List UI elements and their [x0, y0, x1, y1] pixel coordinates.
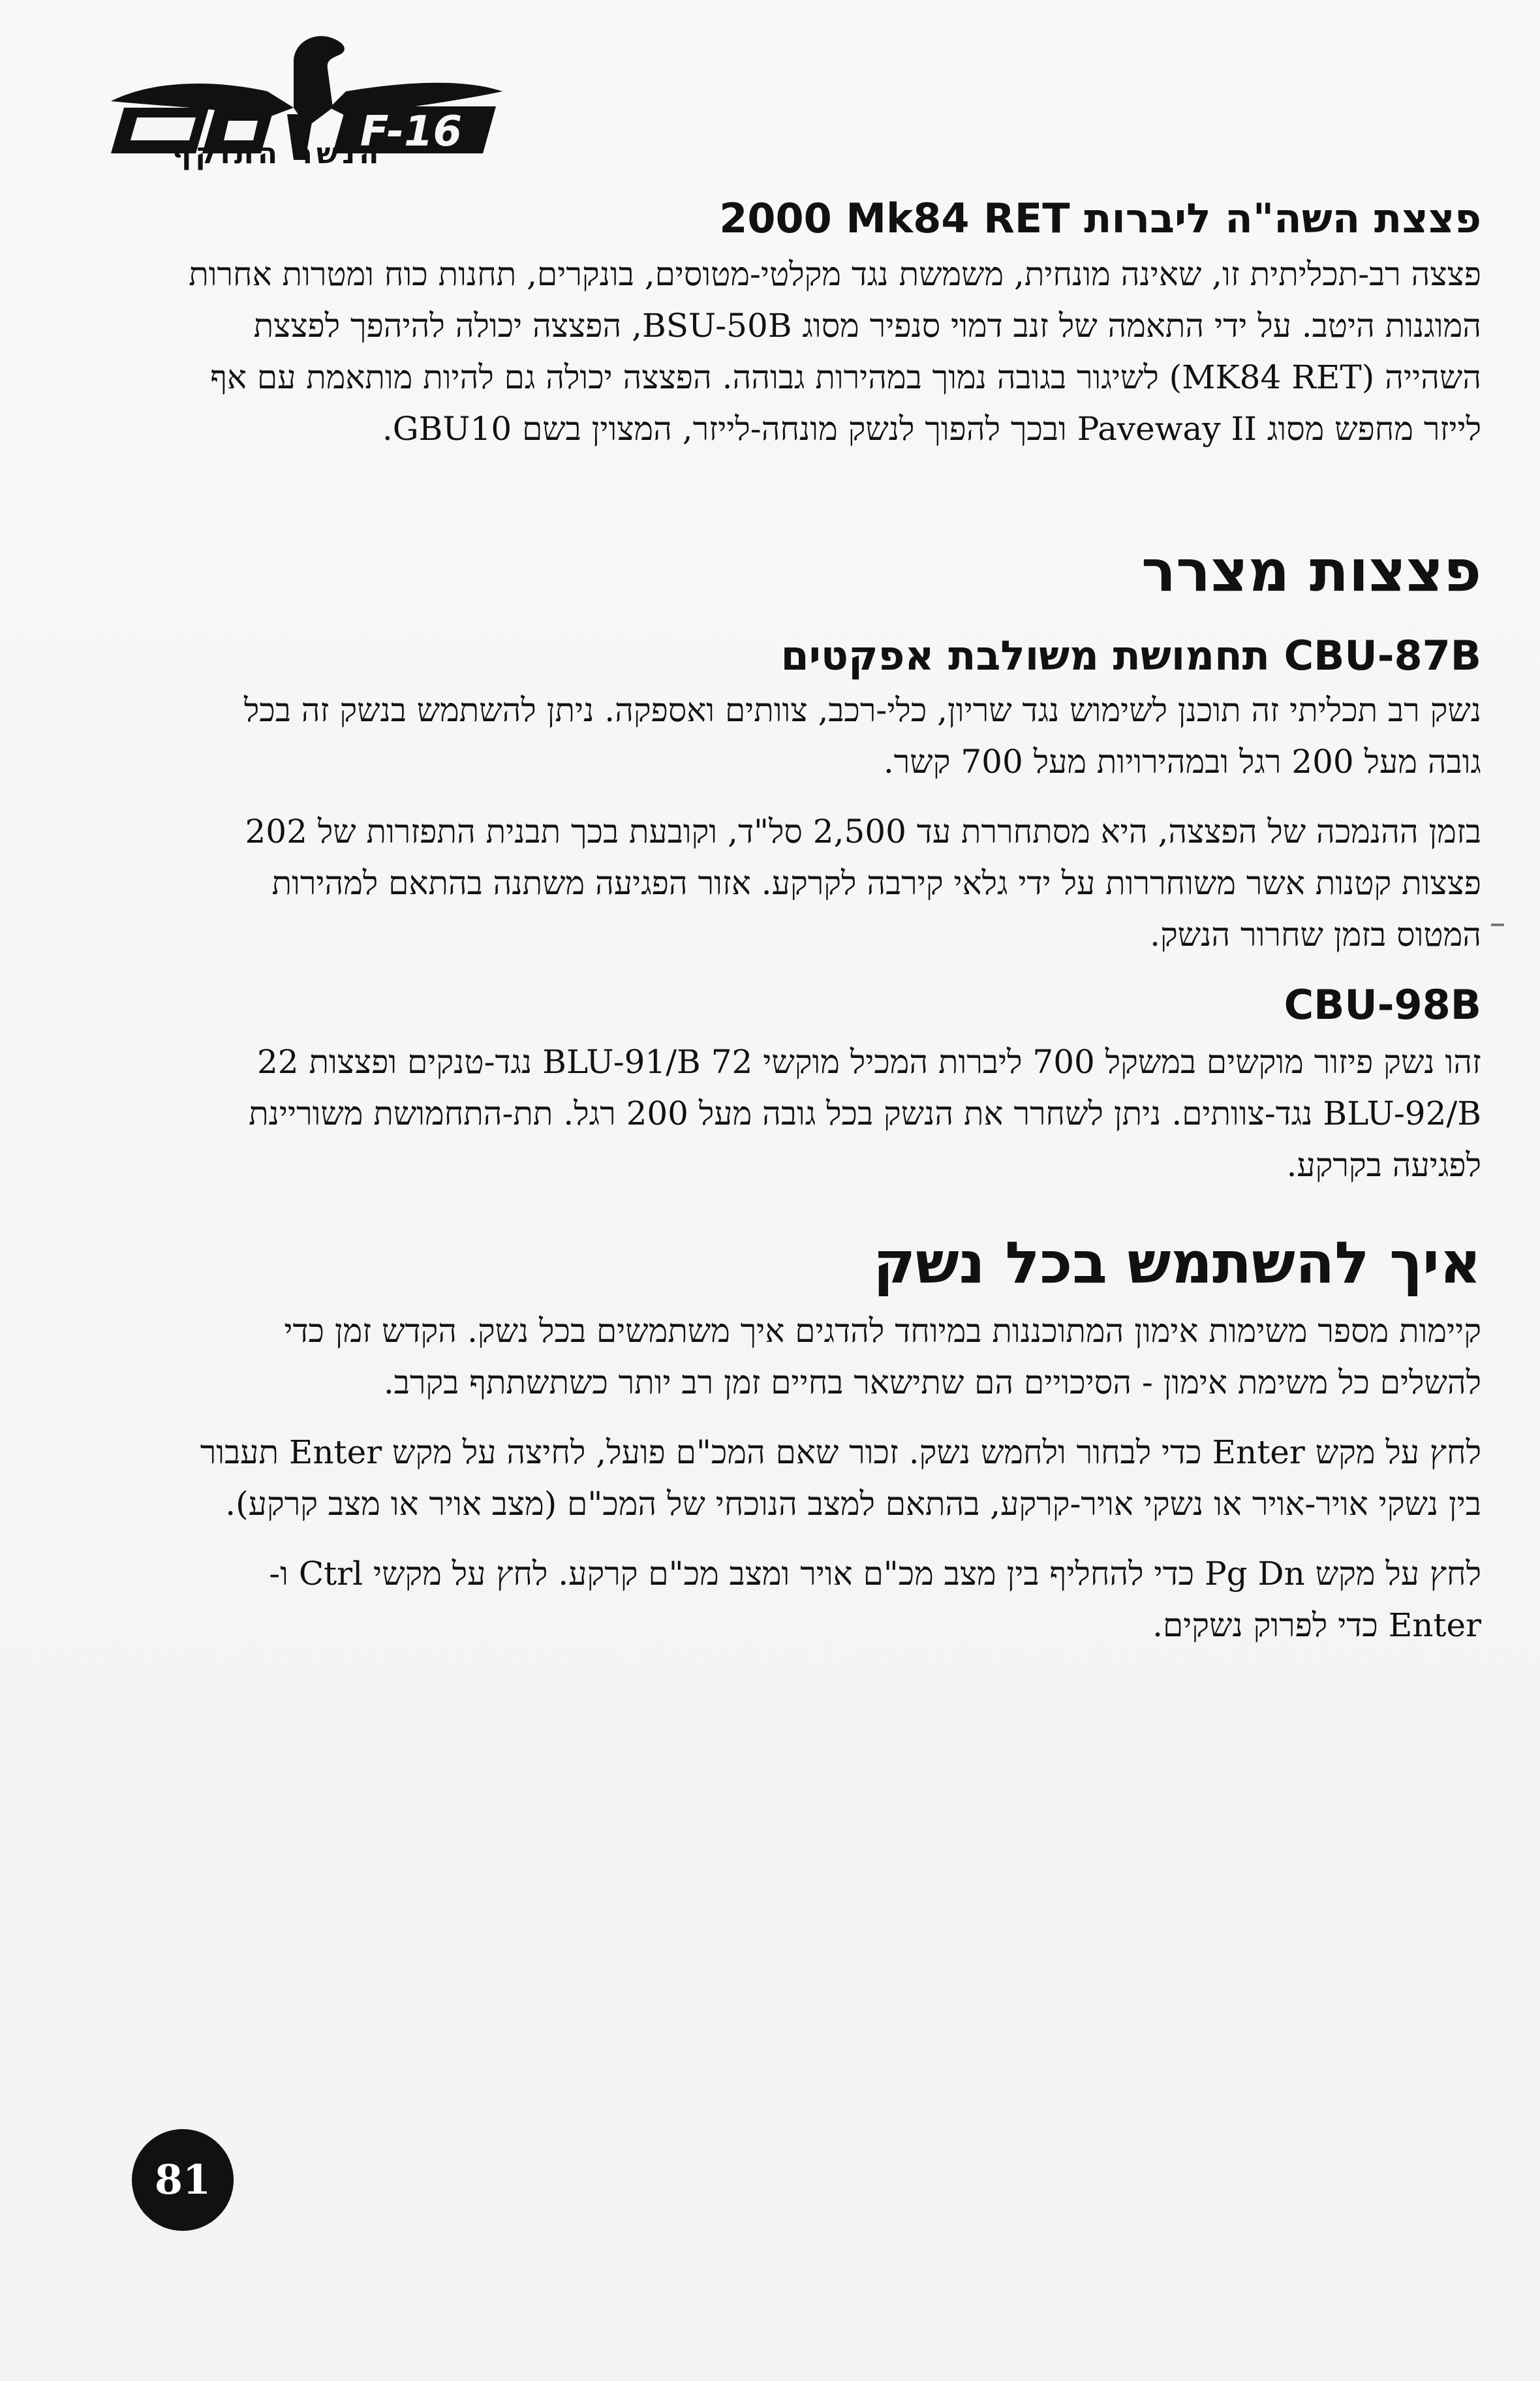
section-cluster	[183, 535, 1481, 607]
section-cbu87b	[183, 630, 1481, 961]
cbu87b-paragraph-2: בזמן ההנמכה של הפצצה, היא מסתחררת עד 2,500 סל"ד, וקובעת בכך תבנית התפזרות של 202 פצצות קטנות אשר משוחררות על ידי גלאי קירבה לקרקע. אזור הפגיעה משתנה בהתאם למהירות המטוס בזמן שחרור הנשק.	[245, 813, 1481, 954]
usage-heading: איך להשתמש בכל נשק	[873, 1229, 1481, 1296]
usage-paragraph-1: קיימות מספר משימות אימון המתוכננות במיוחד להדגים איך משתמשים בכל נשק. הקדש זמן כדי להשלים כל משימת אימון - הסיכויים הם שתישאר בחיים זמן רב יותר כשתשתתף בקרב.	[284, 1312, 1481, 1401]
page-number-badge: 81	[132, 2129, 234, 2231]
logo-subtitle: הנשר התוקף	[172, 137, 383, 170]
section-mk84	[183, 193, 1481, 455]
margin-mark	[1491, 924, 1504, 926]
cbu87b-heading-latin: CBU-87B	[1284, 632, 1481, 679]
cbu98b-paragraph: זהו נשק פיזור מוקשים במשקל 700 ליברות המכיל מוקשי 72 BLU-91/B נגד-טנקים ופצצות 22 BLU-92/B נגד-צוותים. ניתן לשחרר את הנשק בכל גובה מעל 200 רגל. תת-התחמושת משוריינת לפגיעה בקרקע.	[249, 1043, 1481, 1184]
cbu87b-heading-he: תחמושת משולבת אפקטים	[780, 632, 1270, 679]
cluster-heading: פצצות מצרר	[1141, 537, 1481, 604]
mk84-heading-he: פצצת השה"ה ליברות	[1084, 195, 1481, 242]
usage-paragraph-3: לחץ על מקש Pg Dn כדי להחליף בין מצב מכ"ם אויר ומצב מכ"ם קרקע. לחץ על מקשי Ctrl ו-Enter כדי לפרוק נשקים.	[269, 1555, 1481, 1644]
mk84-heading-latin: 2000 Mk84 RET	[719, 195, 1070, 242]
cbu87b-heading	[183, 630, 1481, 682]
cbu98b-heading-latin: CBU-98B	[1284, 981, 1481, 1029]
logo-brand: F-16	[360, 108, 463, 156]
section-cbu98b	[183, 979, 1481, 1191]
section-usage	[183, 1227, 1481, 1651]
mk84-paragraph: פצצה רב-תכליתית זו, שאינה מונחית, משמשת נגד מקלטי-מטוסים, בונקרים, תחנות כוח ומטרות אחרות המוגנות היטב. על ידי התאמה של זנב דמוי סנפיר מסוג BSU-50B, הפצצה יכולה להיהפך לפצצת השהייה (MK84 RET) לשיגור בגובה נמוך במהירות גבוהה. הפצצה יכולה גם להיות מותאמת עם אף לייזר מחפש מסוג Paveway II ובכך להפוך לנשק מונחה-לייזר, המצוין בשם GBU10.	[189, 255, 1481, 448]
cbu98b-heading	[183, 979, 1481, 1031]
cbu87b-paragraph-1: נשק רב תכליתי זה תוכנן לשימוש נגד שריון, כלי-רכב, צוותים ואספקה. ניתן להשתמש בנשק זה בכל גובה מעל 200 רגל ובמהירויות מעל 700 קשר.	[243, 691, 1481, 781]
usage-paragraph-2: לחץ על מקש Enter כדי לבחור ולחמש נשק. זכור שאם המכ"ם פועל, לחיצה על מקש Enter תעבור בין נשקי אויר-אויר או נשקי אויר-קרקע, בהתאם למצב הנוכחי של המכ"ם (מצב אויר או מצב קרקע).	[200, 1433, 1481, 1523]
mk84-heading	[183, 193, 1481, 245]
